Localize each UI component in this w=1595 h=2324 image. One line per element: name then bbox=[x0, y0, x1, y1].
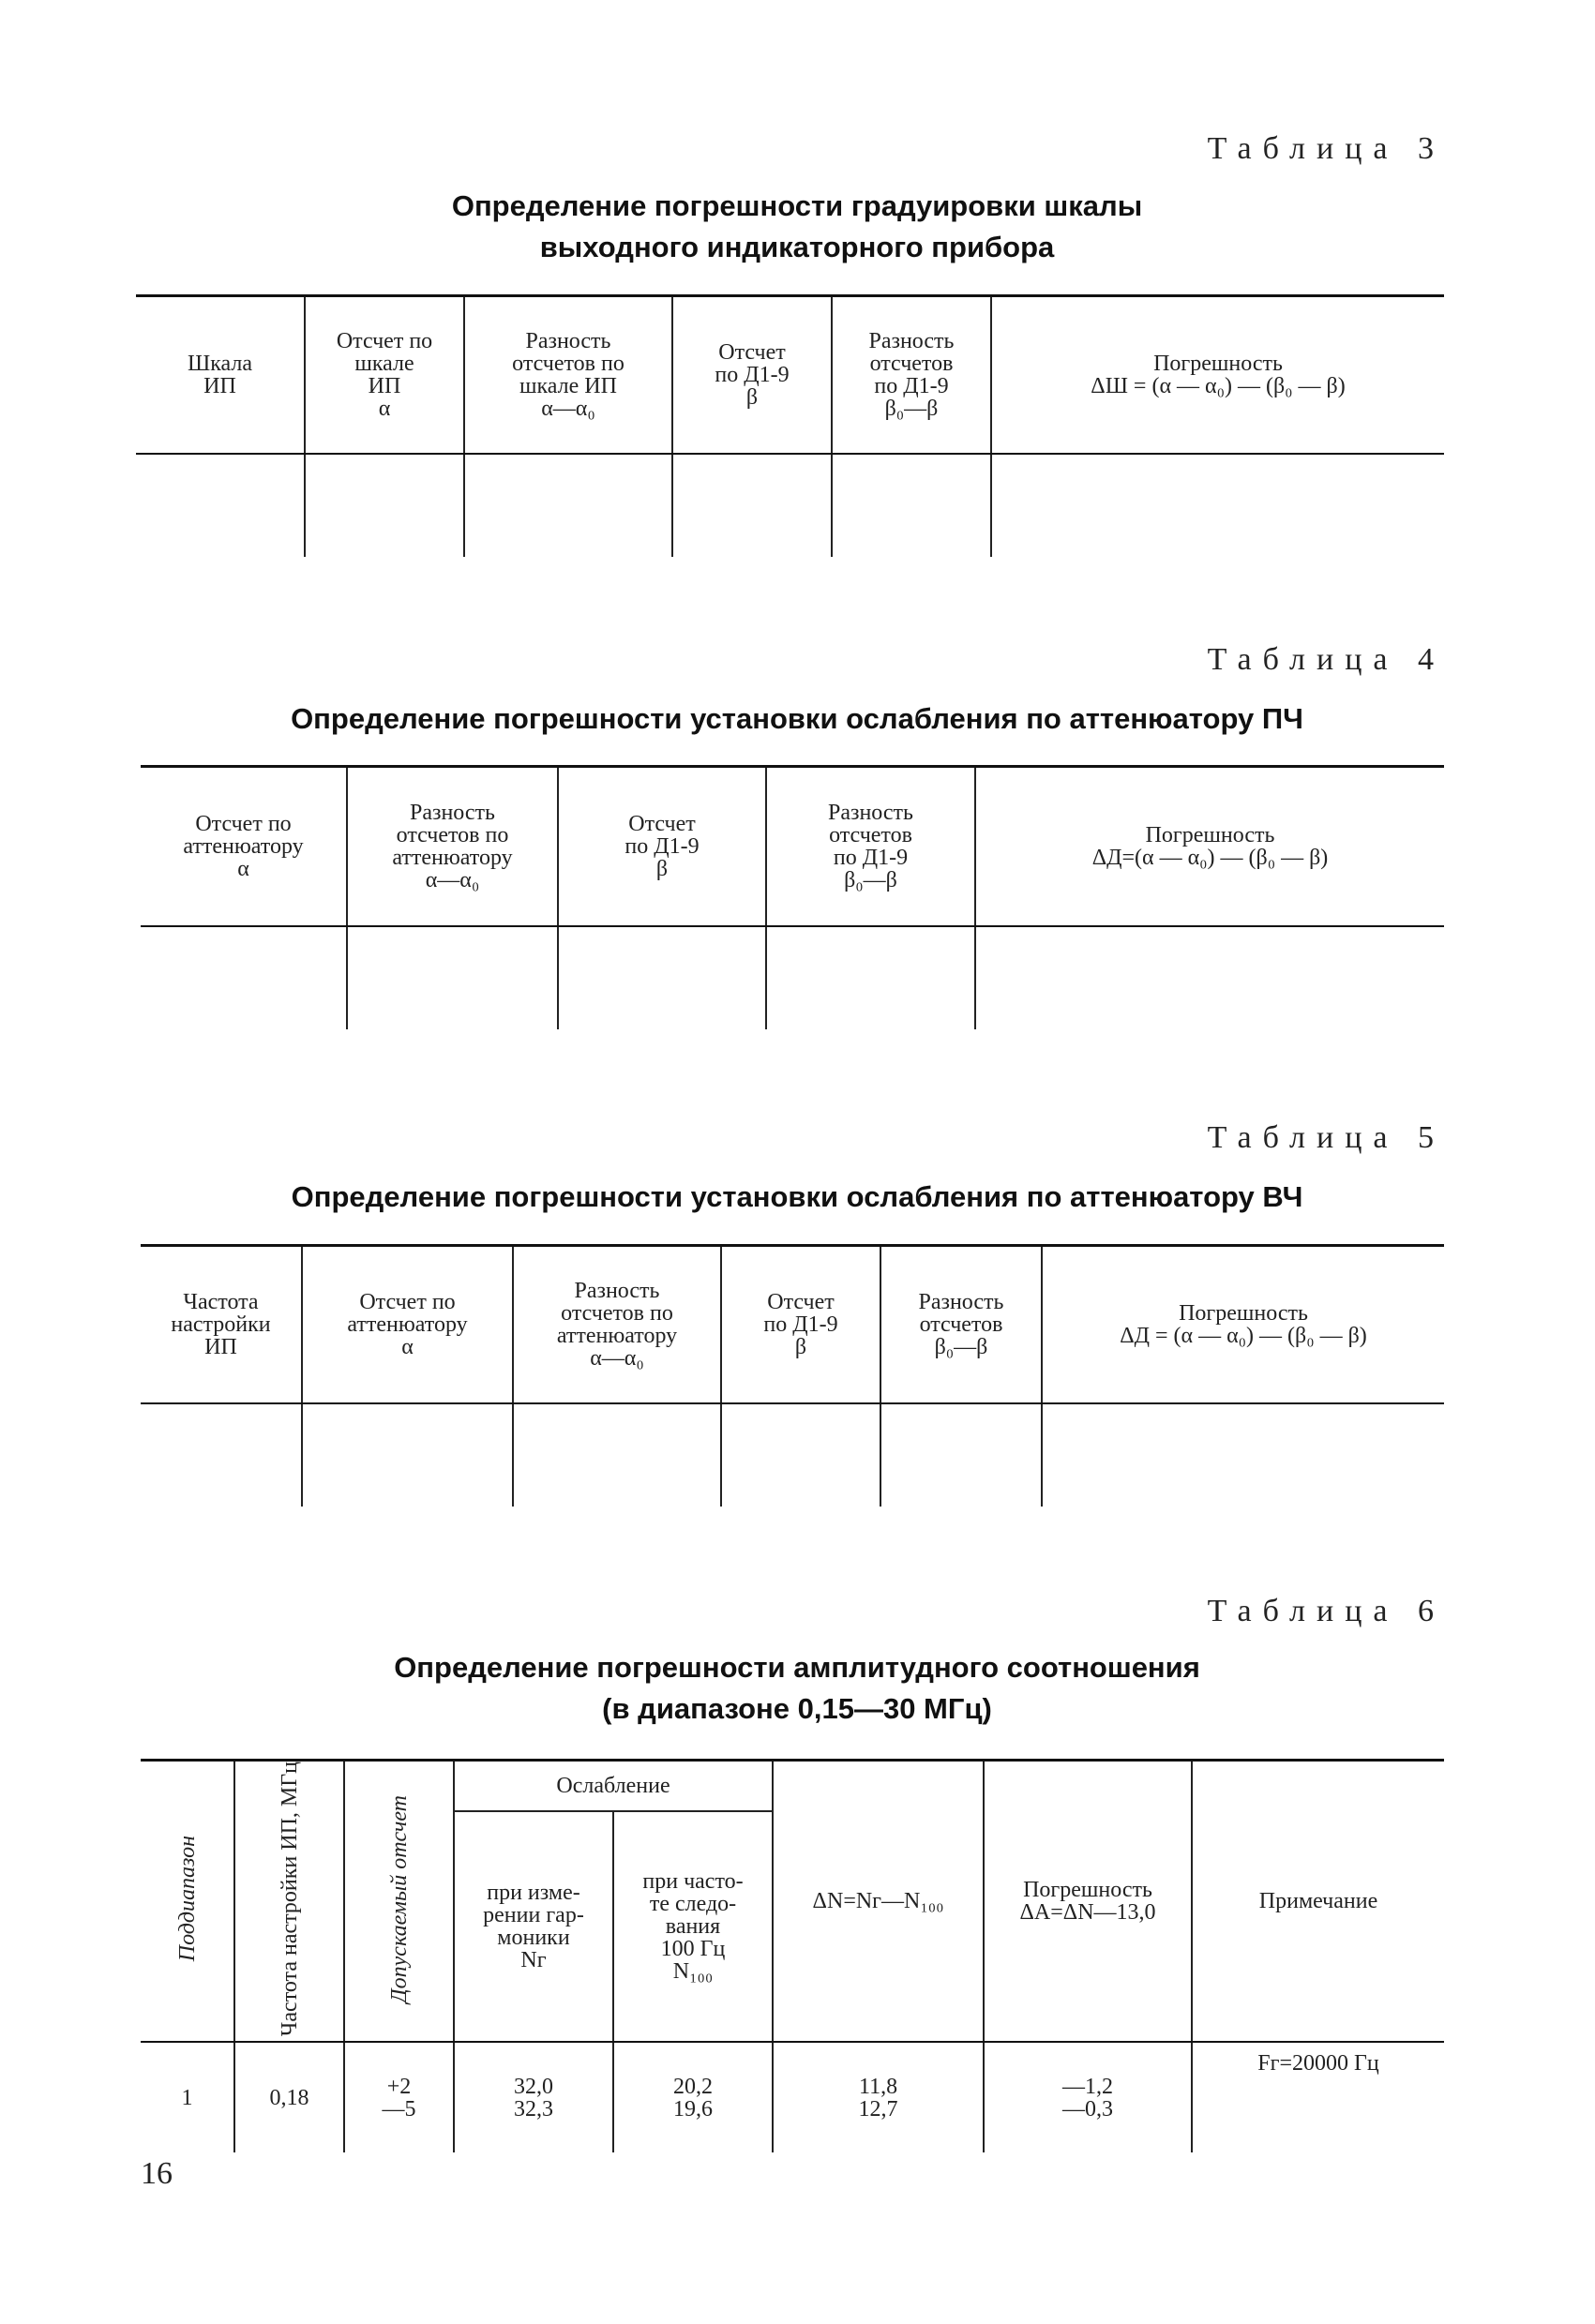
t5-h-d19: Отсчет по Д1-9 β bbox=[721, 1246, 880, 1403]
t6-freq: 0,18 bbox=[234, 2042, 344, 2152]
t6-delta: 11,8 12,7 bbox=[773, 2042, 984, 2152]
t4-cell bbox=[975, 926, 1444, 1029]
t4-cell bbox=[141, 926, 347, 1029]
t5-h-freq: Частота настройки ИП bbox=[141, 1246, 302, 1403]
table5 bbox=[141, 1244, 1444, 1507]
table6-title-line1: Определение погрешности амплитудного соотношения bbox=[394, 1651, 1200, 1684]
table3 bbox=[136, 294, 1444, 557]
t5-cell bbox=[721, 1403, 880, 1507]
t4-cell bbox=[766, 926, 975, 1029]
t3-h-scale: Шкала ИП bbox=[136, 296, 305, 454]
table3-title bbox=[141, 186, 1453, 268]
t6-h-allowed: Допускаемый отсчет bbox=[344, 1761, 454, 2043]
table5-header-row bbox=[141, 1246, 1444, 1403]
t4-cell bbox=[347, 926, 558, 1029]
table5-label: Таблица 5 bbox=[1207, 1120, 1445, 1155]
t6-n100: 20,2 19,6 bbox=[613, 2042, 773, 2152]
t5-cell bbox=[302, 1403, 513, 1507]
t6-subrange: 1 bbox=[141, 2042, 234, 2152]
t6-h-atten: Ослабление bbox=[454, 1761, 773, 1811]
t3-cell bbox=[464, 454, 672, 557]
t6-error: —1,2 —0,3 bbox=[984, 2042, 1192, 2152]
t6-h-subrange: Поддиапазон bbox=[141, 1761, 234, 2043]
t3-h-diff: Разность отсчетов по шкале ИП α—α₀ bbox=[464, 296, 672, 454]
table3-title-line2: выходного индикаторного прибора bbox=[539, 231, 1055, 263]
t4-h-diff: Разность отсчетов по аттенюатору α—α₀ bbox=[347, 767, 558, 926]
t3-cell bbox=[991, 454, 1444, 557]
table4-label: Таблица 4 bbox=[1207, 642, 1445, 677]
t5-h-d19diff: Разность отсчетов β₀—β bbox=[880, 1246, 1042, 1403]
table3-header-row bbox=[136, 296, 1444, 454]
table6 bbox=[141, 1759, 1444, 2152]
table3-empty-row bbox=[136, 454, 1444, 557]
t6-h-atten-harmonic: при изме- рении гар- моники Nг bbox=[454, 1811, 613, 2042]
t3-h-d19: Отсчет по Д1-9 β bbox=[672, 296, 832, 454]
t3-h-error: Погрешность ΔШ = (α — α₀) — (β₀ — β) bbox=[991, 296, 1444, 454]
t5-h-reading: Отсчет по аттенюатору α bbox=[302, 1246, 513, 1403]
t3-cell bbox=[305, 454, 464, 557]
t5-cell bbox=[141, 1403, 302, 1507]
table3-label: Таблица 3 bbox=[1207, 131, 1445, 166]
table6-data-row bbox=[141, 2042, 1444, 2152]
table6-header-row1 bbox=[141, 1761, 1444, 1811]
t3-cell bbox=[672, 454, 832, 557]
t4-h-d19diff: Разность отсчетов по Д1-9 β₀—β bbox=[766, 767, 975, 926]
t6-allowed: +2 —5 bbox=[344, 2042, 454, 2152]
table4 bbox=[141, 765, 1444, 1029]
t6-h-error: Погрешность ΔA=ΔN—13,0 bbox=[984, 1761, 1192, 2043]
table6-label: Таблица 6 bbox=[1207, 1594, 1445, 1628]
t4-h-d19: Отсчет по Д1-9 β bbox=[558, 767, 766, 926]
t6-h-freq: Частота настройки ИП, МГц bbox=[234, 1761, 344, 2043]
t4-h-reading: Отсчет по аттенюатору α bbox=[141, 767, 347, 926]
t5-h-error: Погрешность ΔД = (α — α₀) — (β₀ — β) bbox=[1042, 1246, 1444, 1403]
t6-note: Fг=20000 Гц bbox=[1192, 2042, 1444, 2152]
t6-ng: 32,0 32,3 bbox=[454, 2042, 613, 2152]
t3-cell bbox=[832, 454, 991, 557]
t6-h-note: Примечание bbox=[1192, 1761, 1444, 2043]
t3-h-reading: Отсчет по шкале ИП α bbox=[305, 296, 464, 454]
table4-title: Определение погрешности установки ослабления по аттенюатору ПЧ bbox=[291, 702, 1303, 735]
table5-title: Определение погрешности установки ослабления по аттенюатору ВЧ bbox=[291, 1180, 1303, 1213]
t3-cell bbox=[136, 454, 305, 557]
table3-title-line1: Определение погрешности градуировки шкалы bbox=[451, 189, 1143, 222]
table4-empty-row bbox=[141, 926, 1444, 1029]
table5-empty-row bbox=[141, 1403, 1444, 1507]
t6-h-delta: ΔN=Nг—N₁₀₀ bbox=[773, 1761, 984, 2043]
page-number: 16 bbox=[141, 2156, 173, 2191]
t5-cell bbox=[513, 1403, 721, 1507]
t4-cell bbox=[558, 926, 766, 1029]
t5-h-diff: Разность отсчетов по аттенюатору α—α₀ bbox=[513, 1246, 721, 1403]
table4-header-row bbox=[141, 767, 1444, 926]
t5-cell bbox=[880, 1403, 1042, 1507]
table6-title-line2: (в диапазоне 0,15—30 МГц) bbox=[602, 1692, 992, 1725]
table6-title bbox=[141, 1647, 1453, 1730]
t5-cell bbox=[1042, 1403, 1444, 1507]
t4-h-error: Погрешность ΔД=(α — α₀) — (β₀ — β) bbox=[975, 767, 1444, 926]
t6-h-atten-100hz: при часто- те следо- вания 100 Гц N₁₀₀ bbox=[613, 1811, 773, 2042]
t3-h-d19diff: Разность отсчетов по Д1-9 β₀—β bbox=[832, 296, 991, 454]
